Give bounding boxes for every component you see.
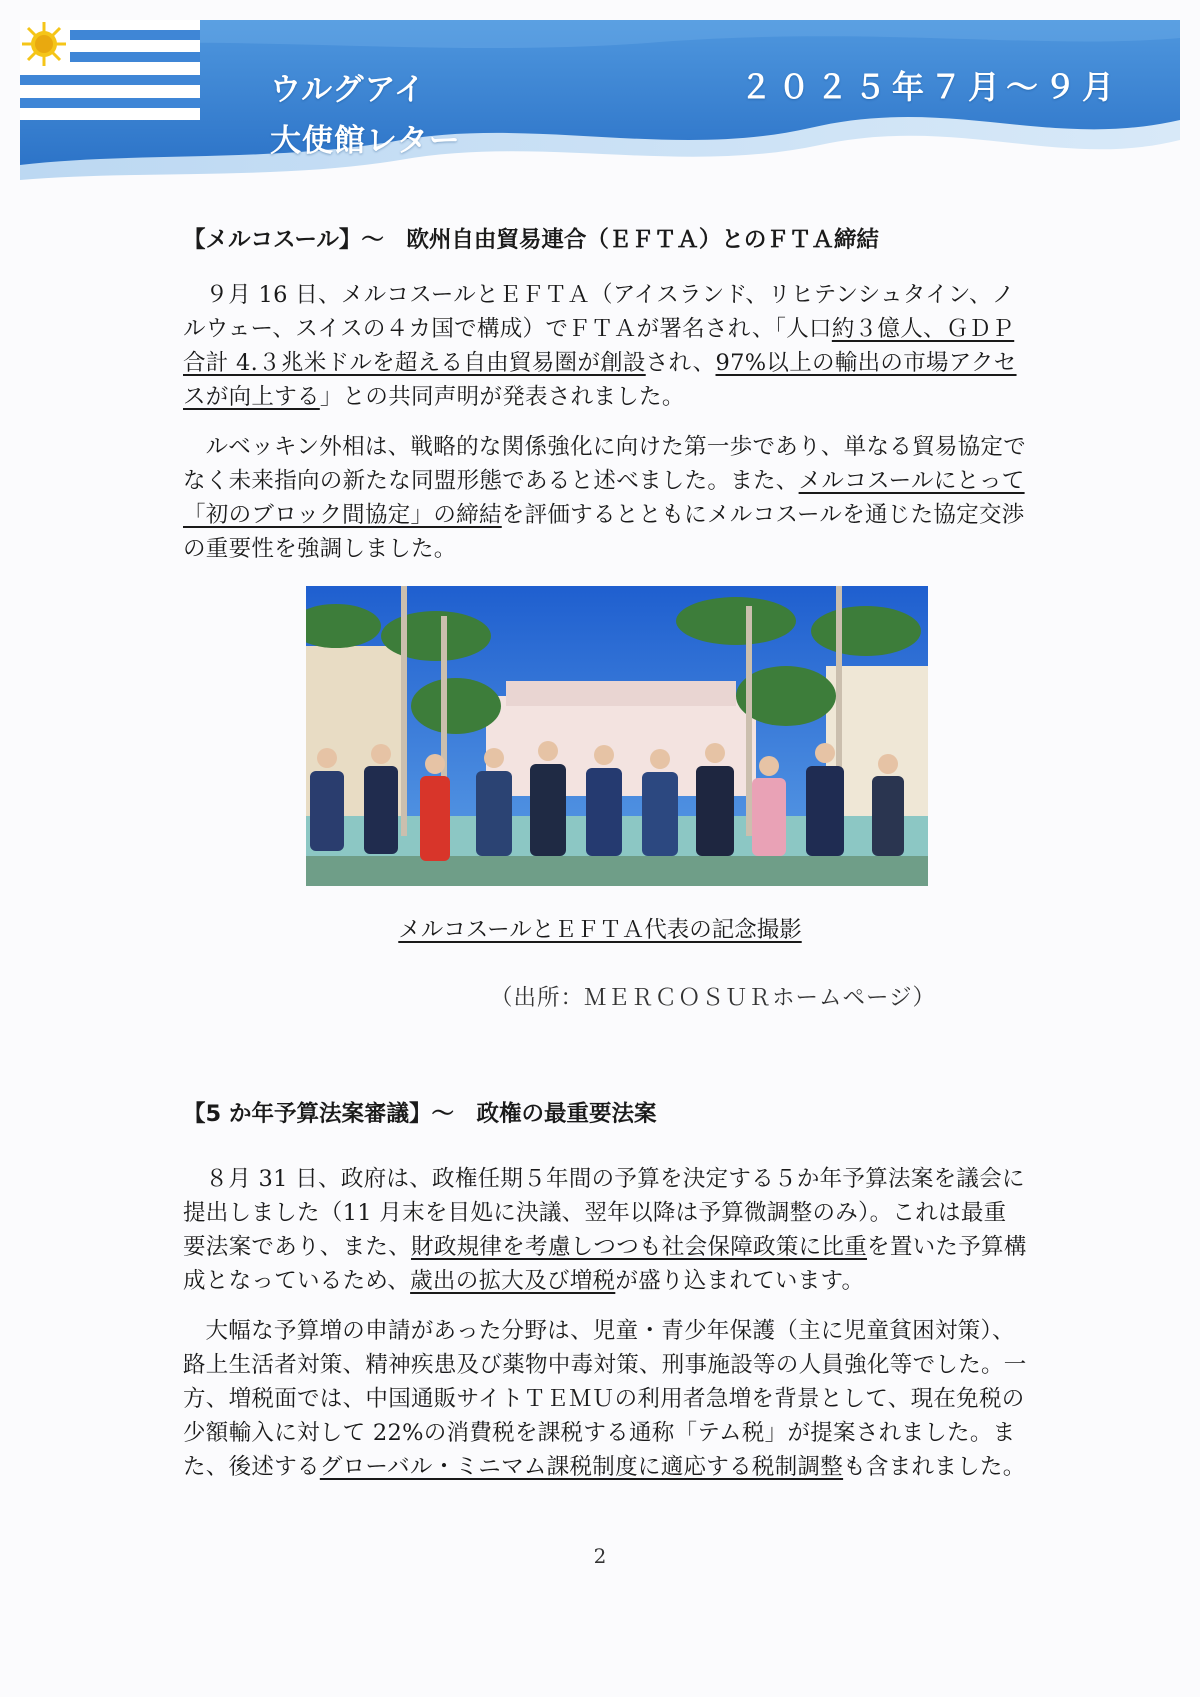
- header-banner: [20, 20, 1180, 190]
- section2-body: [183, 1162, 1028, 1484]
- underlined-text: 97%以上の輸出の市場アクセスが向上する: [183, 350, 1017, 410]
- text-segment: ルベッキン外相は、戦略的な関係強化に向けた第一歩であり、単なる貿易協定でなく未来指向の新たな同盟形態であると述べました。また、: [183, 434, 1027, 494]
- underlined-text: 財政規律を考慮しつつも社会保障政策に比重: [411, 1234, 868, 1260]
- photo-caption: メルコスールとＥＦＴＡ代表の記念撮影: [398, 917, 802, 943]
- date-range: ２０２５年７月～９月: [739, 68, 1120, 106]
- newsletter-title-line1: ウルグアイ: [270, 72, 426, 108]
- section-mercosur: [183, 222, 1028, 254]
- text-segment: ８月 31 日、政府は、政権任期５年間の予算を決定する５か年予算法案を議会に提出しました（11 月末を目処に決議、翌年以降は予算微調整のみ）。これは最重要法案であり、また、: [183, 1166, 1025, 1260]
- section-budget: [183, 1096, 1028, 1128]
- underlined-text: メルコスールにとって「初のブロック間協定」の締結: [183, 468, 1025, 528]
- text-segment: を評価するとともにメルコスールを通じた協定交渉の重要性を強調しました。: [183, 502, 1025, 562]
- newsletter-title-line2: 大使館レター: [270, 123, 461, 159]
- section-heading: 【メルコスール】～ 欧州自由貿易連合（ＥＦＴＡ）とのＦＴＡ締結: [183, 227, 879, 253]
- section-heading: 【5 か年予算法案審議】～ 政権の最重要法案: [183, 1101, 657, 1127]
- text-segment: され、: [645, 350, 716, 376]
- underlined-text: 約３億人、ＧＤＰ合計 4.３兆米ドルを超える自由貿易圏が創設: [183, 316, 1015, 376]
- text-segment: 大幅な予算増の申請があった分野は、児童・青少年保護（主に児童貧困対策）、路上生活者対策、精神疾患及び薬物中毒対策、刑事施設等の人員強化等でした。一方、増税面では、中国通販サイトＴＥＭＵの利用者急増を背景として、現在免税の少額輸入に対して 22%の消費税を課税する通称「テム税」が提案されました。また、後述する: [183, 1318, 1027, 1480]
- text-segment: が盛り込まれています。: [615, 1268, 865, 1294]
- section1-body: [183, 278, 1028, 566]
- paragraph: [183, 1162, 1028, 1298]
- paragraph: [183, 278, 1028, 414]
- underlined-text: グローバル・ミニマム課税制度に適応する税制調整: [319, 1454, 844, 1480]
- text-segment: を置いた予算構成となっているため、: [183, 1234, 1027, 1294]
- uruguay-flag-icon: [20, 20, 200, 120]
- page-number: 2: [593, 1544, 607, 1568]
- text-segment: 」との共同声明が発表されました。: [319, 384, 685, 410]
- photo-source: （出所：ＭＥＲＣＯＳＵＲホームページ）: [490, 985, 937, 1011]
- group-photo: [306, 586, 928, 886]
- paragraph: [183, 1314, 1028, 1484]
- paragraph: [183, 430, 1028, 566]
- text-segment: も含まれました。: [843, 1454, 1026, 1480]
- text-segment: ９月 16 日、メルコスールとＥＦＴＡ（アイスランド、リヒテンシュタイン、ノルウェー、スイスの４カ国で構成）でＦＴＡが署名され、「人口: [183, 282, 1015, 342]
- underlined-text: 歳出の拡大及び増税: [410, 1268, 616, 1294]
